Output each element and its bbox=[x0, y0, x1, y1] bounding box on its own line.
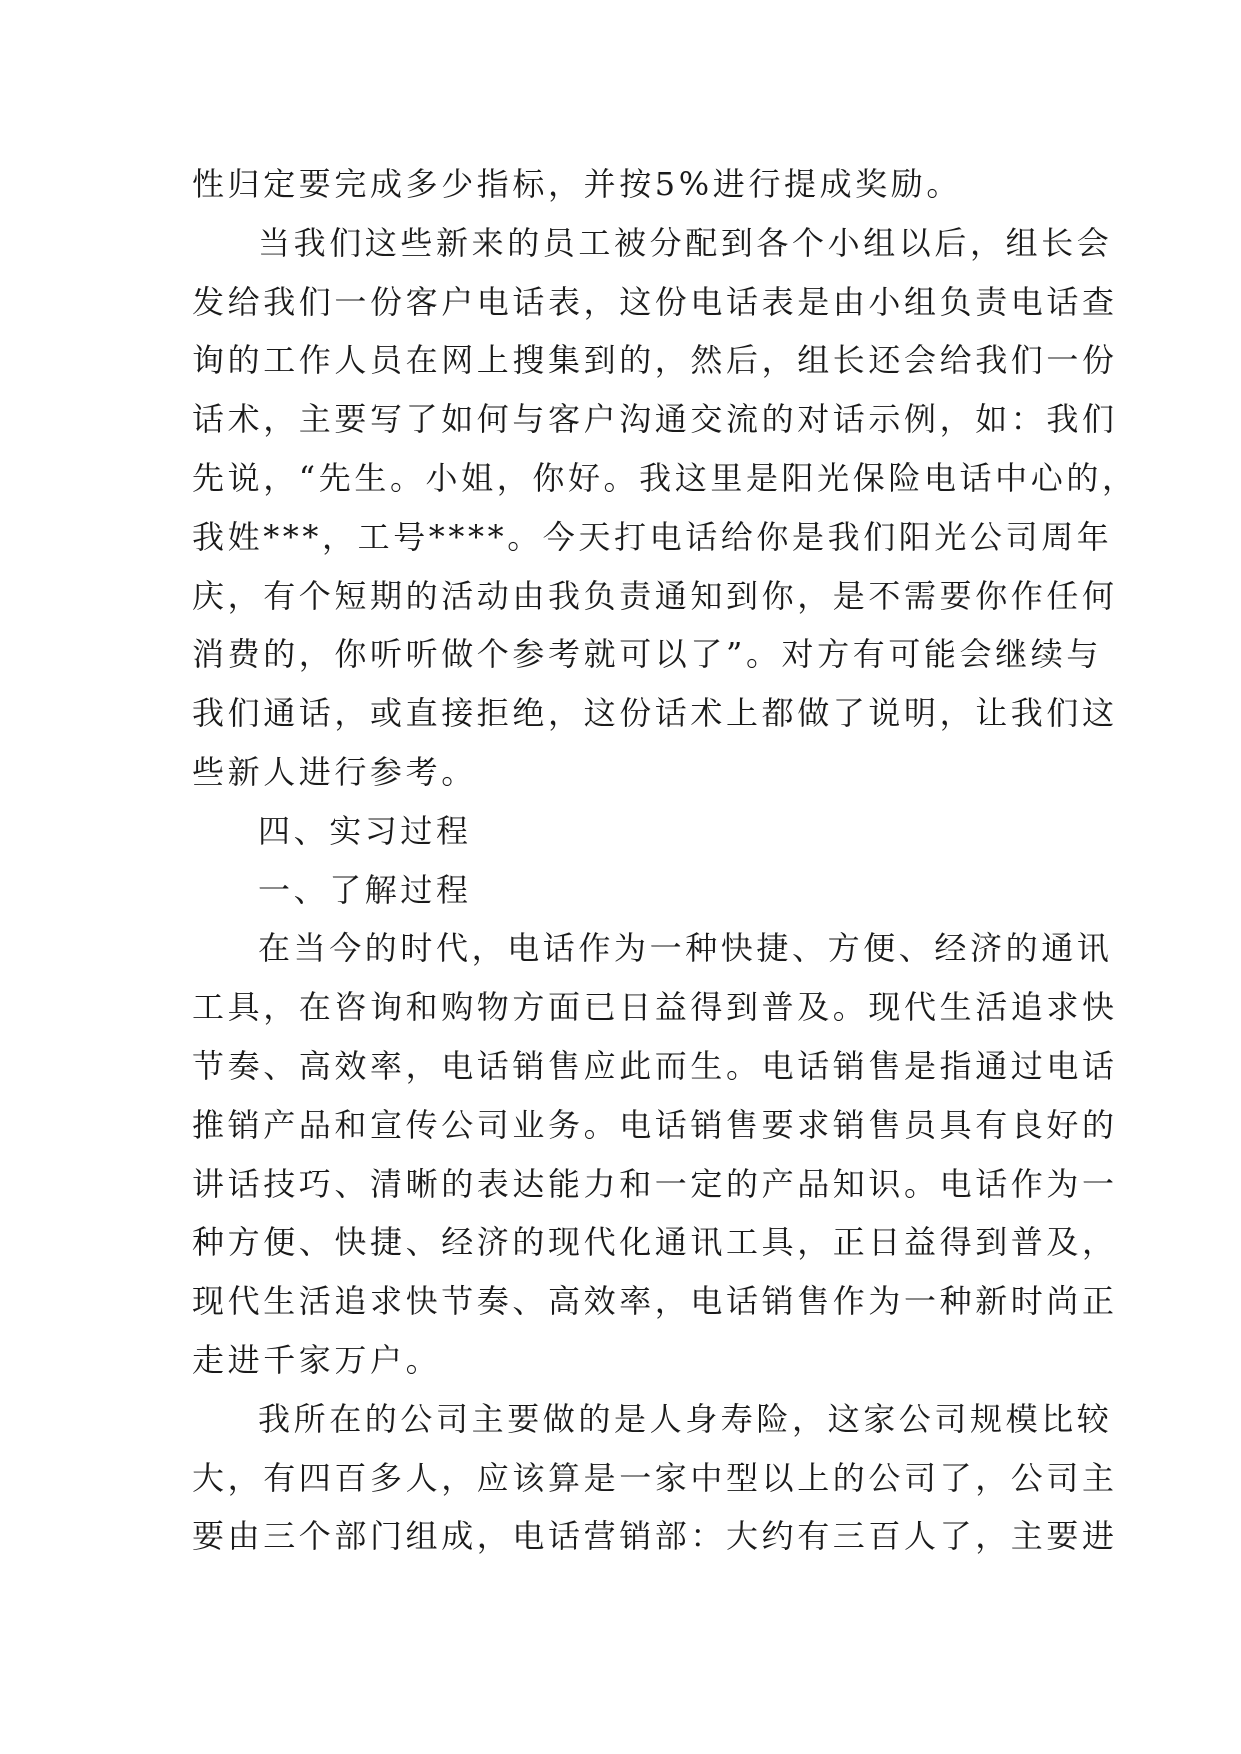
paragraph-line: 工具，在咨询和购物方面已日益得到普及。现代生活追求快 bbox=[192, 988, 1118, 1027]
paragraph-line: 节奏、高效率，电话销售应此而生。电话销售是指通过电话 bbox=[192, 1046, 1118, 1085]
paragraph-line: 我所在的公司主要做的是人身寿险，这家公司规模比较 bbox=[258, 1399, 1113, 1438]
section-heading: 四、实习过程 bbox=[258, 811, 472, 850]
paragraph-line: 讲话技巧、清晰的表达能力和一定的产品知识。电话作为一 bbox=[192, 1164, 1118, 1203]
paragraph-line: 走进千家万户。 bbox=[192, 1340, 442, 1379]
paragraph-line: 性归定要完成多少指标，并按5%进行提成奖励。 bbox=[192, 165, 962, 203]
paragraph-line: 询的工作人员在网上搜集到的，然后，组长还会给我们一份 bbox=[192, 341, 1118, 380]
paragraph-line: 种方便、快捷、经济的现代化通讯工具，正日益得到普及， bbox=[192, 1223, 1118, 1262]
paragraph-line: 话术，主要写了如何与客户沟通交流的对话示例，如：我们 bbox=[192, 400, 1118, 439]
paragraph-line: 先说，“先生。小姐，你好。我这里是阳光保险电话中心的， bbox=[192, 458, 1138, 497]
paragraph-line: 我姓***，工号****。今天打电话给你是我们阳光公司周年 bbox=[192, 517, 1113, 556]
paragraph-line: 在当今的时代，电话作为一种快捷、方便、经济的通讯 bbox=[258, 929, 1113, 968]
paragraph-line: 要由三个部门组成，电话营销部：大约有三百人了，主要进 bbox=[192, 1517, 1118, 1556]
paragraph-line: 些新人进行参考。 bbox=[192, 752, 477, 791]
paragraph-line: 我们通话，或直接拒绝，这份话术上都做了说明，让我们这 bbox=[192, 694, 1118, 733]
subsection-heading: 一、了解过程 bbox=[258, 870, 472, 909]
paragraph-line: 消费的，你听听做个参考就可以了”。对方有可能会继续与 bbox=[192, 635, 1102, 674]
paragraph-line: 现代生活追求快节奏、高效率，电话销售作为一种新时尚正 bbox=[192, 1282, 1118, 1321]
paragraph-line: 推销产品和宣传公司业务。电话销售要求销售员具有良好的 bbox=[192, 1105, 1118, 1144]
paragraph-line: 大，有四百多人，应该算是一家中型以上的公司了，公司主 bbox=[192, 1458, 1118, 1497]
paragraph-line: 庆，有个短期的活动由我负责通知到你，是不需要你作任何 bbox=[192, 576, 1118, 615]
document-body bbox=[192, 155, 1138, 1566]
paragraph-line: 发给我们一份客户电话表，这份电话表是由小组负责电话查 bbox=[192, 282, 1118, 321]
paragraph-line: 当我们这些新来的员工被分配到各个小组以后，组长会 bbox=[258, 223, 1113, 262]
